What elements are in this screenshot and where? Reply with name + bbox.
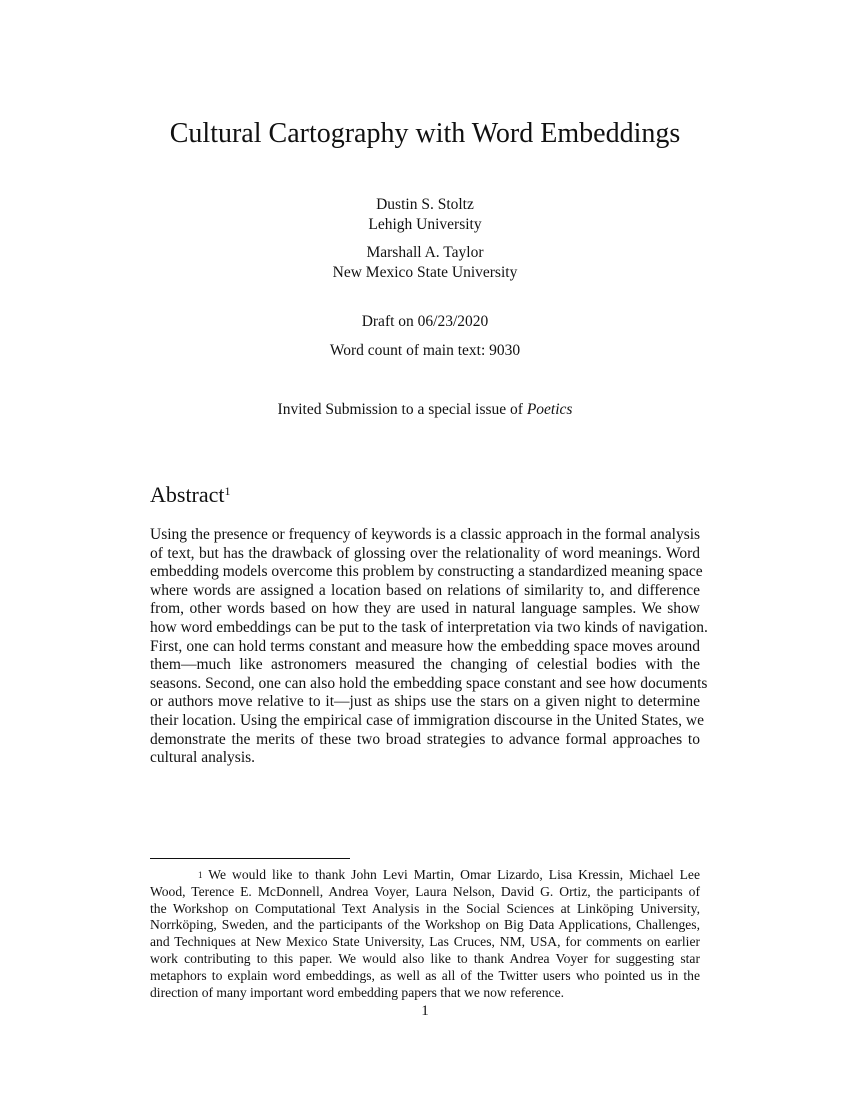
abstract-line: Using the presence or frequency of keywords is a classic approach in the formal analysis xyxy=(150,526,701,543)
footnote-line: direction of many important word embedding papers that we now reference. xyxy=(150,984,565,1000)
abstract-line: or authors move relative to it—just as ships use the stars on a given night to determine xyxy=(150,693,700,711)
draft-date: Draft on 06/23/2020 xyxy=(361,313,489,330)
paper-title: Cultural Cartography with Word Embeddings xyxy=(169,118,681,149)
abstract-line: of text, but has the drawback of glossing over the relationality of word meanings. Word xyxy=(150,544,700,562)
footnote-line: metaphors to explain word embeddings, as well as all of the Twitter users who pointed us in the xyxy=(150,967,700,983)
abstract-line: their location. Using the empirical case of immigration discourse in the United States, we xyxy=(150,711,704,729)
author-affiliation: Lehigh University xyxy=(368,216,482,233)
footnote-number: 1 xyxy=(198,870,203,880)
author-name: Marshall A. Taylor xyxy=(366,244,484,261)
footnote-line: and Techniques at New Mexico State University, Las Cruces, NM, USA, for comments on earlier xyxy=(150,934,700,950)
author-block-1 xyxy=(0,195,850,235)
footnote-line: work contributing to this paper. We would also like to thank Andrea Voyer for suggesting star xyxy=(150,950,700,966)
author-affiliation: New Mexico State University xyxy=(332,264,518,281)
abstract-line: from, other words based on how they are used in natural language samples. We show xyxy=(150,600,700,618)
abstract-line: cultural analysis. xyxy=(150,749,256,767)
submission-prefix: Invited Submission to a special issue of xyxy=(277,401,527,418)
footnote-line: the Workshop on Computational Text Analysis in the Social Sciences at Linköping University, xyxy=(150,900,700,916)
footnote-line: Norrköping, Sweden, and the participants of the Workshop on Big Data Applications, Challenges, xyxy=(150,917,700,933)
footnote-divider xyxy=(150,858,350,859)
abstract-line: seasons. Second, one can also hold the embedding space constant and see how documents xyxy=(150,674,708,692)
footnote-line xyxy=(150,867,700,884)
abstract-heading xyxy=(150,482,231,508)
abstract-line: demonstrate the merits of these two broad strategies to advance formal approaches to xyxy=(150,730,700,748)
abstract-body xyxy=(150,526,708,768)
abstract-line: how word embeddings can be put to the task of interpretation via two kinds of navigation. xyxy=(150,618,708,636)
abstract-line: embedding models overcome this problem by constructing a standardized meaning space xyxy=(150,563,703,581)
author-name: Dustin S. Stoltz xyxy=(376,196,474,213)
word-count: Word count of main text: 9030 xyxy=(329,342,521,359)
abstract-line: where words are assigned a location based on relations of similarity to, and difference xyxy=(150,581,700,599)
author-block-2 xyxy=(0,243,850,283)
abstract-line: them—much like astronomers measured the changing of celestial bodies with the xyxy=(150,656,700,674)
abstract-heading-text: Abstract xyxy=(150,482,225,507)
journal-name: Poetics xyxy=(526,401,573,418)
footnote-text: We would like to thank John Levi Martin, Omar Lizardo, Lisa Kressin, Michael Lee xyxy=(208,867,701,882)
footnote xyxy=(150,867,700,1001)
abstract-line: First, one can hold terms constant and measure how the embedding space moves around xyxy=(150,637,700,655)
page-number: 1 xyxy=(421,1003,429,1019)
footnote-mark: 1 xyxy=(224,484,231,498)
submission-note xyxy=(0,401,850,419)
footnote-line: Wood, Terence E. McDonnell, Andrea Voyer, Laura Nelson, David G. Ortiz, the participants of xyxy=(150,883,700,899)
